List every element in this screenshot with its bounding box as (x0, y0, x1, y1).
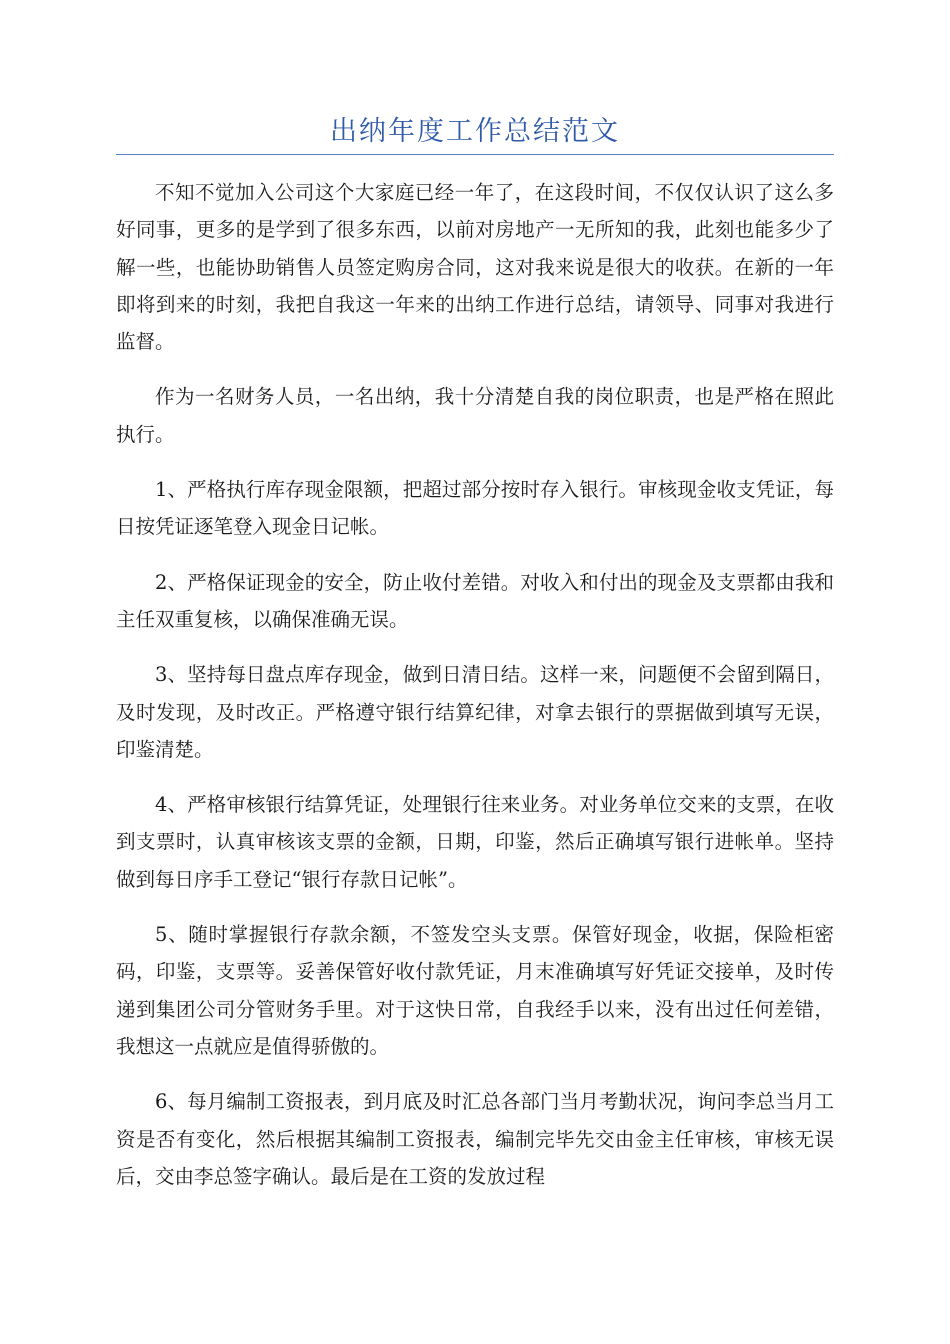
paragraph-item-1: 1、严格执行库存现金限额，把超过部分按时存入银行。审核现金收支凭证，每日按凭证逐笔登入现金日记帐。 (116, 478, 834, 539)
document-title: 出纳年度工作总结范文 (330, 116, 620, 147)
title-underline (116, 154, 834, 155)
paragraph-item-5: 5、随时掌握银行存款余额，不签发空头支票。保管好现金，收据，保险柜密码，印鉴，支票等。妥善保管好收付款凭证，月末准确填写好凭证交接单，及时传递到集团公司分管财务手里。对于这快日常，自我经手以来，没有出过任何差错，我想这一点就应是值得骄傲的。 (116, 923, 834, 1058)
paragraph-item-3: 3、坚持每日盘点库存现金，做到日清日结。这样一来，问题便不会留到隔日，及时发现，及时改正。严格遵守银行结算纪律，对拿去银行的票据做到填写无误，印鉴清楚。 (116, 663, 834, 761)
document-body (116, 174, 834, 1213)
paragraph-item-4: 4、严格审核银行结算凭证，处理银行往来业务。对业务单位交来的支票，在收到支票时，认真审核该支票的金额，日期，印鉴，然后正确填写银行进帐单。坚持做到每日序手工登记“银行存款日记帐”。 (116, 793, 834, 891)
paragraph-responsibility: 作为一名财务人员，一名出纳，我十分清楚自我的岗位职责，也是严格在照此执行。 (116, 385, 834, 446)
paragraph-item-2: 2、严格保证现金的安全，防止收付差错。对收入和付出的现金及支票都由我和主任双重复核，以确保准确无误。 (116, 570, 834, 631)
paragraph-item-6: 6、每月编制工资报表，到月底及时汇总各部门当月考勤状况，询问李总当月工资是否有变化，然后根据其编制工资报表，编制完毕先交由金主任审核，审核无误后，交由李总签字确认。最后是在工资的发放过程 (116, 1090, 834, 1188)
paragraph-intro: 不知不觉加入公司这个大家庭已经一年了，在这段时间，不仅仅认识了这么多好同事，更多的是学到了很多东西，以前对房地产一无所知的我，此刻也能多少了解一些，也能协助销售人员签定购房合同，这对我来说是很大的收获。在新的一年即将到来的时刻，我把自我这一年来的出纳工作进行总结，请领导、同事对我进行监督。 (116, 181, 834, 354)
